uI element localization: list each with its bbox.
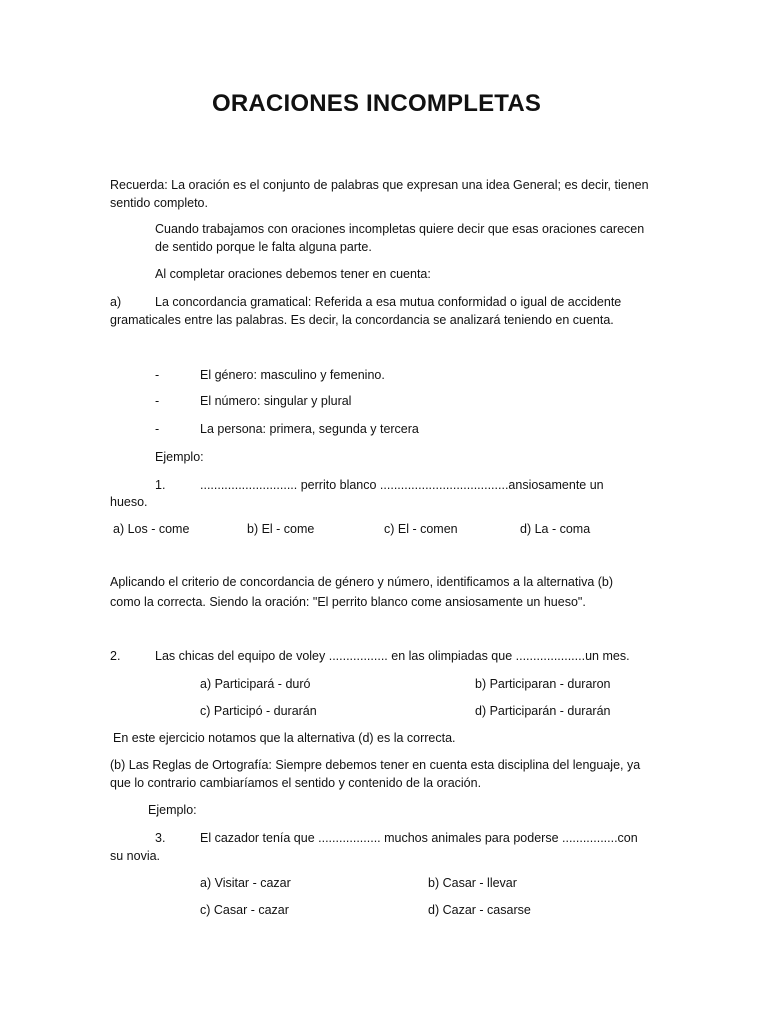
exercise2-option-a: a) Participará - duró	[200, 677, 311, 691]
ejemplo-label: Ejemplo:	[155, 450, 204, 464]
exercise2-number: 2.	[110, 649, 121, 663]
bullet-dash: -	[155, 422, 160, 436]
bullet-dash: -	[155, 368, 160, 382]
section-a-line1: La concordancia gramatical: Referida a esa mutua conformidad o igual de accidente	[155, 295, 622, 309]
explanation1-line1: Aplicando el criterio de concordancia de género y número, identificamos a la alternativa (b)	[110, 575, 614, 589]
exercise1-option-b: b) El - come	[247, 522, 315, 536]
explanation1-line2: como la correcta. Siendo la oración: "El perrito blanco come ansiosamente un hueso".	[110, 595, 586, 609]
exercise2-option-b: b) Participaran - duraron	[475, 677, 611, 691]
exercise1-option-a: a) Los - come	[113, 522, 190, 536]
exercise1-option-d: d) La - coma	[520, 522, 591, 536]
intro-completar: Al completar oraciones debemos tener en cuenta:	[155, 267, 431, 281]
intro-trabajamos-line1	[155, 220, 655, 256]
intro-trabajamos: Cuando trabajamos con oraciones incompletas quiere decir que esas oraciones carecen de sentido porque le falta alguna parte.	[155, 222, 645, 254]
section-a-line2: gramaticales entre las palabras. Es decir, la concordancia se analizará teniendo en cuenta.	[110, 313, 614, 327]
section-a-marker: a)	[110, 295, 122, 309]
bullet-persona: La persona: primera, segunda y tercera	[200, 422, 419, 436]
bullet-dash: -	[155, 394, 160, 408]
exercise2-sentence: Las chicas del equipo de voley ................. en las olimpiadas que ....................un mes.	[155, 649, 630, 663]
exercise3-option-d: d) Cazar - casarse	[428, 903, 531, 917]
bullet-numero: El número: singular y plural	[200, 394, 352, 408]
section-b-line2: que lo contrario cambiaríamos el sentido y contenido de la oración.	[110, 776, 482, 790]
exercise3-number: 3.	[155, 831, 166, 845]
exercise1-continuation: hueso.	[110, 495, 148, 509]
page-title: ORACIONES INCOMPLETAS	[212, 90, 542, 117]
ejemplo-label-2: Ejemplo:	[148, 803, 197, 817]
exercise3-continuation: su novia.	[110, 849, 161, 863]
exercise3-sentence: El cazador tenía que .................. muchos animales para poderse ................con	[200, 831, 638, 845]
bullet-genero: El género: masculino y femenino.	[200, 368, 385, 382]
exercise3-option-c: c) Casar - cazar	[200, 903, 289, 917]
exercise2-option-d: d) Participarán - durarán	[475, 704, 611, 718]
section-b-line1: (b) Las Reglas de Ortografía: Siempre debemos tener en cuenta esta disciplina del lenguaje, ya	[110, 758, 641, 772]
exercise1-number: 1.	[155, 478, 166, 492]
exercise3-option-a: a) Visitar - cazar	[200, 876, 291, 890]
intro-recuerda: Recuerda: La oración es el conjunto de palabras que expresan una idea General; es decir, tienen sentido completo.	[110, 178, 649, 210]
exercise3-option-b: b) Casar - llevar	[428, 876, 517, 890]
exercise2-option-c: c) Participó - durarán	[200, 704, 317, 718]
exercise1-sentence: ............................ perrito blanco .....................................ansiosamente un	[200, 478, 604, 492]
explanation2: En este ejercicio notamos que la alternativa (d) es la correcta.	[113, 731, 456, 745]
exercise1-option-c: c) El - comen	[384, 522, 458, 536]
